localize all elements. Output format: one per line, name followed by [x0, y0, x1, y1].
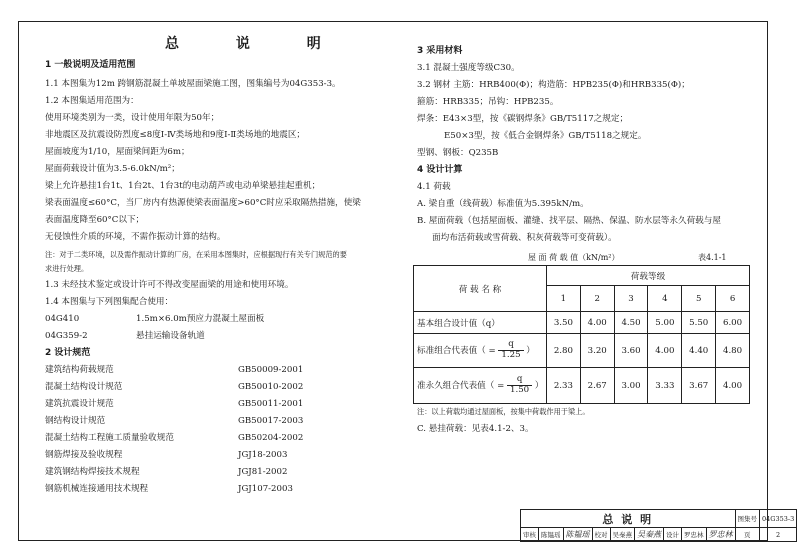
atlas-number-label: 图集号 — [735, 510, 760, 528]
table-cell: 4.40 — [682, 334, 716, 368]
section-4-heading: 4 设计计算 — [417, 165, 463, 175]
spec-code: GB50009-2001 — [238, 365, 304, 375]
review-label: 审核 — [521, 528, 539, 542]
table-cell: 3.67 — [682, 368, 716, 404]
scope-line-medium: 无侵蚀性介质的环境，不需作振动计算的结构。 — [45, 232, 226, 242]
atlas-code: 04G359-2 — [45, 331, 88, 341]
grade-header-cell: 5 — [682, 286, 716, 312]
spec-code: GB50017-2003 — [238, 416, 304, 426]
table-cell: 3.60 — [614, 334, 648, 368]
table-cell: 4.00 — [580, 312, 614, 334]
table-cell: 2.67 — [580, 368, 614, 404]
title-block — [520, 509, 797, 542]
clause-1-1: 1.1 本图集为12m 跨钢筋混凝土单坡屋面梁施工图，图集编号为04G353-3。 — [45, 79, 341, 89]
atlas-desc: 悬挂运输设备轨道 — [136, 331, 205, 341]
spec-code: GB50011-2001 — [238, 399, 304, 409]
scope-line-seismic: 非地震区及抗震设防烈度≤8度Ⅰ-Ⅳ类场地和9度Ⅰ-Ⅱ类场地的地震区； — [45, 130, 306, 140]
table-cell: 3.33 — [648, 368, 682, 404]
scope-line-slope: 屋面坡度为1/10，屋面梁间距为6m； — [45, 147, 190, 157]
row-label-prefix: 准永久组合代表值（ = — [417, 381, 508, 391]
spec-name: 建筑钢结构焊接技术规程 — [45, 467, 140, 477]
fraction — [507, 375, 532, 396]
reviewer-signature: 陈韫瑶 — [563, 528, 592, 542]
table-cell: 4.50 — [614, 312, 648, 334]
row-label-suffix: ） — [532, 381, 544, 391]
section-2-heading: 2 设计规范 — [45, 348, 91, 358]
fraction-numerator: q — [507, 375, 532, 386]
table-cell: 3.20 — [580, 334, 614, 368]
weld-rod-1: 焊条：E43×3型，按《碳钢焊条》GB/T5117之规定； — [417, 114, 629, 124]
weld-rod-2: E50×3型，按《低合金钢焊条》GB/T5118之规定。 — [444, 131, 647, 141]
grade-header-cell: 4 — [648, 286, 682, 312]
clause-3-2-cont: 箍筋：HRB335；吊钩：HPB235。 — [417, 97, 559, 107]
steel-plate-line: 型钢、钢板：Q235B — [417, 148, 499, 158]
load-item-a: A. 梁自重（线荷载）标准值为5.395kN/m。 — [417, 199, 589, 209]
row-label-prefix: 标准组合代表值（ = — [417, 346, 499, 356]
table-cell: 2.80 — [546, 334, 580, 368]
table-number: 表4.1-1 — [698, 253, 727, 262]
spec-code: JGJ107-2003 — [238, 484, 293, 494]
load-item-b: B. 屋面荷载（包括屋面板、灌缝、找平层、隔热、保温、防水层等永久荷载与屋 — [417, 216, 721, 226]
designer-name: 罗忠林 — [682, 528, 707, 542]
spec-name: 建筑结构荷载规范 — [45, 365, 114, 375]
checker-signature: 吴秦燕 — [635, 528, 664, 542]
table-cell: 5.50 — [682, 312, 716, 334]
table-row — [414, 312, 750, 334]
design-label: 设计 — [664, 528, 682, 542]
spec-code: GB50204-2002 — [238, 433, 304, 443]
spec-name: 钢筋机械连接通用技术规程 — [45, 484, 149, 494]
grade-header-cell: 3 — [614, 286, 648, 312]
spec-code: JGJ81-2002 — [238, 467, 288, 477]
table-row — [414, 334, 750, 368]
table-caption: 屋 面 荷 载 值（kN/m²） — [528, 253, 620, 262]
clause-3-2: 3.2 钢材 主筋：HRB400(Φ)；构造筋：HPB235(Φ)和HRB335(Φ)； — [417, 80, 690, 90]
table-header-grade: 荷载等级 — [546, 266, 749, 286]
spec-name: 建筑抗震设计规范 — [45, 399, 114, 409]
spec-name: 钢筋焊接及验收规程 — [45, 450, 123, 460]
table-cell: 5.00 — [648, 312, 682, 334]
table-cell: 3.00 — [614, 368, 648, 404]
table-cell: 4.00 — [716, 368, 750, 404]
page-label: 页 — [735, 528, 760, 542]
atlas-desc: 1.5m×6.0m预应力混凝土屋面板 — [136, 314, 265, 324]
atlas-code: 04G410 — [45, 314, 80, 324]
spec-code: GB50010-2002 — [238, 382, 304, 392]
spec-name: 混凝土结构设计规范 — [45, 382, 123, 392]
page-number: 2 — [760, 528, 797, 542]
table-cell: 2.33 — [546, 368, 580, 404]
row-label — [414, 368, 547, 404]
scope-line-environment: 使用环境类别为一类，设计使用年限为50年； — [45, 113, 220, 123]
row-label-suffix: ） — [523, 346, 535, 356]
table-cell: 4.80 — [716, 334, 750, 368]
table-cell: 3.50 — [546, 312, 580, 334]
section-1-heading: 1 一般说明及适用范围 — [45, 60, 136, 70]
atlas-number: 04G353-3 — [760, 510, 797, 528]
fraction — [498, 340, 523, 361]
check-label: 校对 — [592, 528, 610, 542]
designer-signature: 罗忠林 — [706, 528, 735, 542]
reviewer-name: 陈韫瑶 — [539, 528, 564, 542]
clause-1-2: 1.2 本图集适用范围为： — [45, 96, 139, 106]
grade-header-cell: 2 — [580, 286, 614, 312]
spec-name: 混凝土结构工程施工质量验收规范 — [45, 433, 174, 443]
fraction-numerator: q — [498, 340, 523, 351]
grade-header-cell: 6 — [716, 286, 750, 312]
clause-4-1: 4.1 荷载 — [417, 182, 451, 192]
fraction-denominator: 1.50 — [510, 385, 530, 395]
clause-1-4: 1.4 本图集与下列图集配合使用： — [45, 297, 174, 307]
grade-header-cell: 1 — [546, 286, 580, 312]
row-label: 基本组合设计值（q） — [414, 312, 547, 334]
load-item-c: C. 悬挂荷载：见表4.1-2、3。 — [417, 424, 534, 434]
load-item-b-cont: 面均布活荷载或雪荷载、积灰荷载等可变荷载）。 — [432, 233, 617, 243]
scope-line-load: 屋面荷载设计值为3.5-6.0kN/m²； — [45, 164, 180, 174]
scope-note-cont: 求进行处理。 — [45, 264, 89, 273]
spec-name: 钢结构设计规范 — [45, 416, 106, 426]
fraction-denominator: 1.25 — [501, 350, 521, 360]
roof-load-table — [413, 265, 750, 404]
clause-1-3: 1.3 未经技术鉴定或设计许可不得改变屋面梁的用途和使用环境。 — [45, 280, 294, 290]
table-note: 注：以上荷载均通过屋面板，按集中荷载作用于梁上。 — [417, 407, 590, 416]
table-cell: 4.00 — [648, 334, 682, 368]
row-label — [414, 334, 547, 368]
table-row — [414, 368, 750, 404]
scope-line-temperature: 梁表面温度≤60°C，当厂房内有热源使梁表面温度>60°C时应采取隔热措施，使梁 — [45, 198, 361, 208]
title-block-title: 总 说 明 — [521, 510, 736, 528]
table-cell: 6.00 — [716, 312, 750, 334]
clause-3-1: 3.1 混凝土强度等级C30。 — [417, 63, 520, 73]
section-3-heading: 3 采用材料 — [417, 46, 463, 56]
checker-name: 吴秦燕 — [610, 528, 635, 542]
table-header-name: 荷 载 名 称 — [414, 266, 547, 312]
scope-line-hoist: 梁上允许悬挂1台1t、1台2t、1台3t的电动葫芦或电动单梁悬挂起重机； — [45, 181, 321, 191]
spec-code: JGJ18-2003 — [238, 450, 288, 460]
page-title: 总 说 明 — [165, 36, 347, 52]
scope-line-temperature-cont: 表面温度降至60°C以下； — [45, 215, 145, 225]
scope-note: 注：对于二类环境，以及需作振动计算的厂房，在采用本图集时，应根据现行有关专门规范的要 — [45, 250, 347, 259]
